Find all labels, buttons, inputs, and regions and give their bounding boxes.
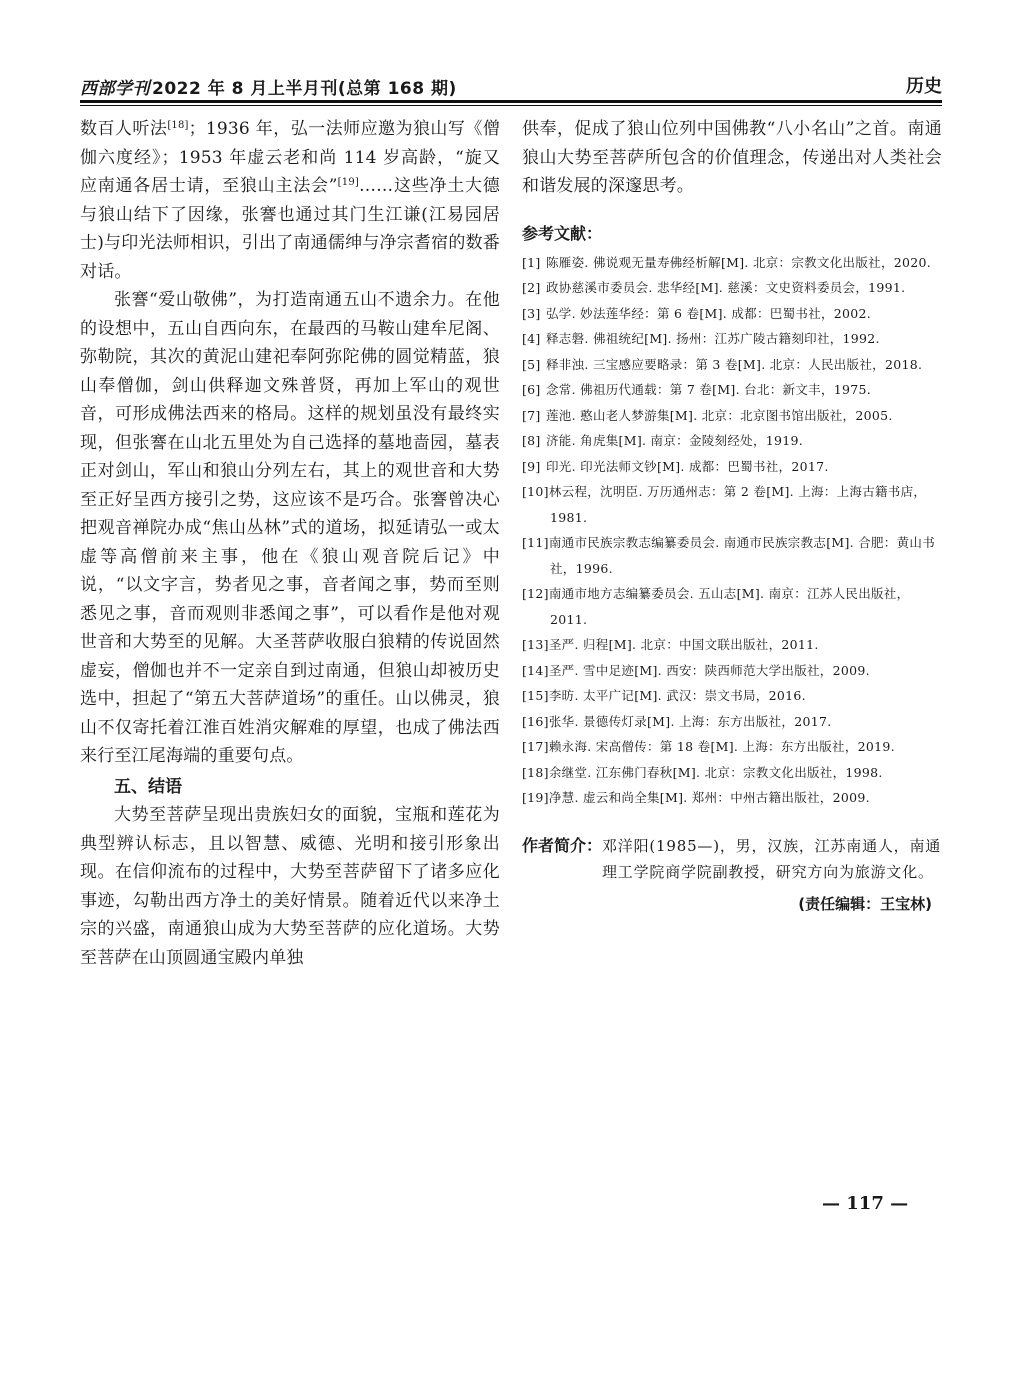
- reference-number: [16]: [522, 713, 549, 729]
- reference-item: [522, 479, 942, 530]
- paragraph-conclusion-continued: 供奉，促成了狼山位列中国佛教“八小名山”之首。南通狼山大势至菩萨所包含的价值理念，传递出对人类社会和谐发展的深邃思考。: [522, 119, 942, 196]
- section-label: 历史: [906, 76, 942, 97]
- reference-text: 念常. 佛祖历代通载：第 7 卷[M]. 台北：新文丰，1975.: [546, 382, 872, 397]
- reference-item: [522, 275, 942, 301]
- reference-number: [15]: [522, 688, 549, 703]
- header-rule-thick: [80, 100, 942, 103]
- reference-item: [522, 250, 942, 276]
- reference-text: 南通市民族宗教志编纂委员会. 南通市民族宗教志[M]. 合肥：黄山书社，1996.: [548, 535, 936, 576]
- reference-text: 林云程，沈明臣. 万历通州志：第 2 卷[M]. 上海：上海古籍书店，1981.: [548, 484, 927, 525]
- reference-text: 净慧. 虚云和尚全集[M]. 郑州：中州古籍出版社，2009.: [548, 790, 870, 805]
- reference-text: 余继堂. 江东佛门春秋[M]. 北京：宗教文化出版社，1998.: [548, 764, 883, 780]
- reference-text: 释志磐. 佛祖统纪[M]. 扬州：江苏广陵古籍刻印社，1992.: [546, 331, 880, 346]
- reference-item: [522, 530, 942, 581]
- reference-item: [522, 709, 942, 735]
- reference-text: 圣严. 雪中足迹[M]. 西安：陕西师范大学出版社，2009.: [548, 662, 870, 678]
- reference-number: [1]: [522, 254, 541, 270]
- reference-number: [7]: [522, 407, 541, 423]
- reference-item: [522, 301, 942, 327]
- reference-item: [522, 377, 942, 403]
- reference-number: [8]: [522, 433, 541, 448]
- reference-item: [522, 658, 942, 684]
- responsible-editor: (责任编辑：王宝林): [798, 894, 932, 913]
- reference-number: [18]: [522, 764, 549, 780]
- header-rule-thin: [80, 105, 942, 106]
- reference-number: [13]: [522, 637, 549, 652]
- references-list: [522, 250, 942, 811]
- reference-item: [522, 632, 942, 658]
- issue-info: 2022 年 8 月上半月刊(总第 168 期): [152, 79, 457, 99]
- reference-number: [3]: [522, 305, 541, 321]
- reference-number: [5]: [522, 356, 541, 372]
- reference-item: [522, 352, 942, 378]
- reference-text: 陈雁姿. 佛说观无量寿佛经析解[M]. 北京：宗教文化出版社，2020.: [546, 254, 932, 270]
- reference-text: 圣严. 归程[M]. 北京：中国文联出版社，2011.: [548, 637, 819, 652]
- reference-number: [6]: [522, 382, 541, 397]
- right-column: [522, 115, 942, 914]
- reference-item: [522, 403, 942, 429]
- reference-text: 南通市地方志编纂委员会. 五山志[M]. 南京：江苏人民出版社，2011.: [548, 586, 910, 627]
- citation-19: [19]: [337, 177, 359, 188]
- reference-text: 济能. 角虎集[M]. 南京：金陵刻经处，1919.: [546, 433, 804, 448]
- citation-18: [18]: [167, 120, 189, 131]
- reference-text: 弘学. 妙法莲华经：第 6 卷[M]. 成都：巴蜀书社，2002.: [546, 305, 872, 321]
- reference-number: [2]: [522, 280, 541, 295]
- reference-text: 释非浊. 三宝感应要略录：第 3 卷[M]. 北京：人民出版社，2018.: [546, 356, 923, 372]
- journal-issue-line: [80, 74, 457, 99]
- running-header: [80, 72, 942, 98]
- reference-item: [522, 734, 942, 760]
- reference-text: 张华. 景德传灯录[M]. 上海：东方出版社，2017.: [548, 713, 832, 729]
- journal-logo: 西部学刊: [80, 79, 150, 99]
- reference-text: 莲池. 憨山老人梦游集[M]. 北京：北京图书馆出版社，2005.: [546, 407, 893, 423]
- reference-number: [11]: [522, 535, 549, 550]
- reference-item: [522, 326, 942, 352]
- reference-item: [522, 785, 942, 811]
- reference-text: 政协慈溪市委员会. 悲华经[M]. 慈溪：文史资料委员会，1991.: [546, 280, 906, 295]
- reference-text: 印光. 印光法师文钞[M]. 成都：巴蜀书社，2017.: [546, 458, 829, 474]
- author-bio-text: 邓洋阳(1985—)，男，汉族，江苏南通人，南通理工学院商学院副教授，研究方向为旅游文化。: [602, 836, 942, 881]
- reference-number: [9]: [522, 458, 541, 474]
- reference-text: 赖永海. 宋高僧传：第 18 卷[M]. 上海：东方出版社，2019.: [548, 739, 895, 754]
- reference-number: [10]: [522, 484, 549, 499]
- paragraph-conclusion: 大势至菩萨呈现出贵族妇女的面貌，宝瓶和莲花为典型辨认标志，且以智慧、威德、光明和接引形象出现。在信仰流布的过程中，大势至菩萨留下了诸多应化事迹，勾勒出西方净土的美好情景。随着近代以来净土宗的兴盛，南通狼山成为大势至菩萨的应化道场。大势至菩萨在山顶圆通宝殿内单独: [80, 805, 500, 968]
- author-bio: [522, 833, 942, 885]
- reference-item: [522, 683, 942, 709]
- paragraph-continuation: 数百人听法[18]；1936 年，弘一法师应邀为狼山写《僧伽六度经》；1953 年虚云老和尚 114 岁高龄，“旋又应南通各居士请，至狼山主法会”[19]……这些净土大德与狼山结下了因缘，张謇也通过其门生江谦(江易园居士)与印光法师相识，引出了南通儒绅与净宗耆宿的数番对话。: [80, 119, 501, 282]
- page-number: — 117 —: [822, 1193, 909, 1214]
- reference-item: [522, 454, 942, 480]
- section-heading-conclusion: 五、结语: [114, 776, 182, 797]
- references-heading: 参考文献：: [522, 223, 603, 243]
- reference-number: [12]: [522, 586, 549, 601]
- reference-item: [522, 581, 942, 632]
- reference-text: 李昉. 太平广记[M]. 武汉：崇文书局，2016.: [548, 688, 806, 703]
- reference-item: [522, 428, 942, 454]
- left-column: [80, 115, 500, 972]
- reference-item: [522, 760, 942, 786]
- reference-number: [19]: [522, 790, 549, 805]
- reference-number: [4]: [522, 331, 541, 346]
- author-label: 作者简介：: [522, 835, 603, 855]
- paragraph-zhangjian: 张謇“爱山敬佛”，为打造南通五山不遗余力。在他的设想中，五山自西向东，在最西的马鞍山建牟尼阁、弥勒院，其次的黄泥山建祀奉阿弥陀佛的圆觉精蓝，狼山奉僧伽，剑山供释迦文殊普贤，再加上军山的观世音，可形成佛法西来的格局。这样的规划虽没有最终实现，但张謇在山北五里处为自己选择的墓地啬园，墓表正对剑山，军山和狼山分列左右，其上的观世音和大势至正好呈西方接引之势，这应该不是巧合。张謇曾决心把观音禅院办成“焦山丛林”式的道场，拟延请弘一或太虚等高僧前来主事，他在《狼山观音院后记》中说，“以文字言，势者见之事，音者闻之事，势而至则悉见之事，音而观则非悉闻之事”，可以看作是他对观世音和大势至的见解。大圣菩萨收服白狼精的传说固然虚妄，僧伽也并不一定亲自到过南通，但狼山却被历史选中，担起了“第五大菩萨道场”的重任。山以佛灵，狼山不仅寄托着江淮百姓消灾解难的厚望，也成了佛法西来行至江尾海端的重要句点。: [80, 290, 500, 766]
- reference-number: [14]: [522, 662, 549, 678]
- reference-number: [17]: [522, 739, 549, 754]
